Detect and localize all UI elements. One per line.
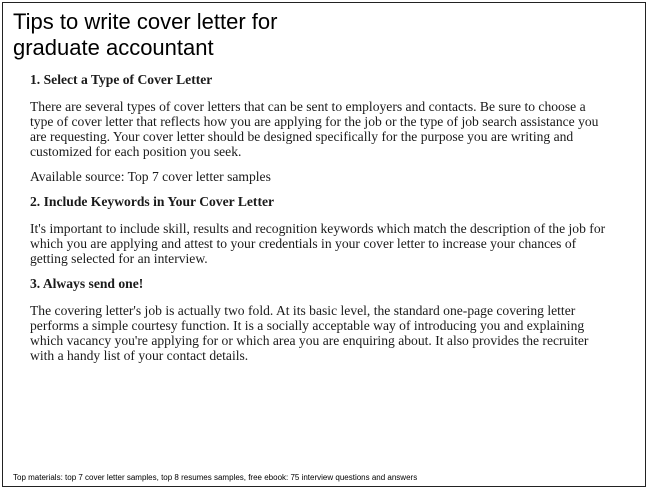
section-1-paragraph: There are several types of cover letters that can be sent to employers and contacts. Be sure to choose a type of cover letter that reflects how you are applying for the job or the type of job search assistance you are requesting. Your cover letter should be designed specifically for the purpose you are writing and customized for each position you seek. [30,99,599,159]
section-1-heading: 1. Select a Type of Cover Letter [30,72,213,87]
title-line-2: graduate accountant [13,35,214,60]
footer-note: Top materials: top 7 cover letter samples, top 8 resumes samples, free ebook: 75 interview questions and answers [13,473,418,482]
document-body [30,72,610,373]
section-2-heading: 2. Include Keywords in Your Cover Letter [30,194,275,209]
title-line-1: Tips to write cover letter for [13,9,278,34]
section-3-paragraph: The covering letter's job is actually two fold. At its basic level, the standard one-page covering letter performs a simple courtesy function. It is a socially acceptable way of introducing you and explaining which vacancy you're applying for or which area you are enquiring about. It also provides the recruiter with a handy list of your contact details. [30,303,589,363]
section-1-source-note: Available source: Top 7 cover letter samples [30,169,271,184]
page-title [13,9,613,61]
document-page [2,2,646,487]
section-2-paragraph: It's important to include skill, results and recognition keywords which match the description of the job for which you are applying and attest to your credentials in your cover letter to increase your chances of getting selected for an interview. [30,221,606,266]
section-3-heading: 3. Always send one! [30,276,144,291]
